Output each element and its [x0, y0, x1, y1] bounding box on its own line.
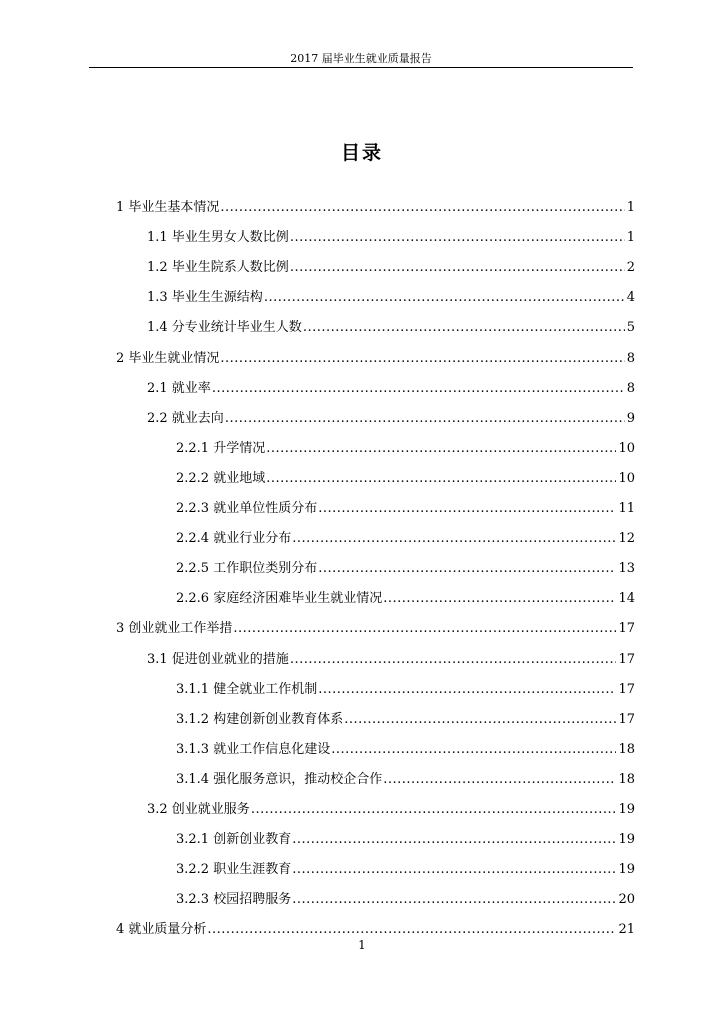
toc-entry[interactable]: [147, 258, 635, 278]
toc-entry-page-number: 17: [618, 712, 635, 727]
toc-leader-dots: [331, 740, 616, 760]
toc-entry-page-number: 2: [626, 260, 635, 275]
toc-entry-page-number: 1: [626, 230, 635, 245]
toc-entry[interactable]: [176, 469, 635, 489]
header-rule: [89, 67, 633, 68]
toc-leader-dots: [290, 650, 617, 670]
toc-entry[interactable]: [176, 529, 635, 549]
toc-entry[interactable]: [147, 650, 635, 670]
toc-leader-dots: [290, 258, 625, 278]
toc-entry-title: 2.2.4 就业行业分布: [176, 531, 292, 546]
toc-entry-page-number: 19: [618, 802, 635, 817]
toc-entry-title: 3.1.4 强化服务意识，推动校企合作: [176, 772, 383, 787]
toc-leader-dots: [383, 589, 616, 609]
page-number: 1: [358, 938, 366, 952]
toc-entry-page-number: 1: [626, 200, 635, 215]
toc-entry[interactable]: [176, 439, 635, 459]
toc-entry-title: 3.1 促进创业就业的措施: [147, 652, 289, 667]
toc-entry-page-number: 20: [618, 892, 635, 907]
toc-entry-page-number: 13: [618, 561, 635, 576]
toc-entry[interactable]: [176, 770, 635, 790]
toc-entry-title: 1.4 分专业统计毕业生人数: [147, 320, 302, 335]
toc-title: 目录: [340, 142, 383, 164]
toc-entry-title: 2.1 就业率: [147, 381, 211, 396]
toc-entry-title: 2 毕业生就业情况: [116, 351, 220, 366]
toc-entry-title: 1.3 毕业生生源结构: [147, 290, 263, 305]
toc-entry-page-number: 4: [626, 290, 635, 305]
toc-entry-page-number: 21: [618, 922, 635, 937]
toc-entry-page-number: 5: [626, 320, 635, 335]
toc-entry[interactable]: [147, 409, 635, 429]
toc-entry-title: 1.2 毕业生院系人数比例: [147, 260, 289, 275]
toc-entry-page-number: 14: [618, 591, 635, 606]
toc-entry-title: 2.2 就业去向: [147, 411, 224, 426]
toc-entry[interactable]: [116, 349, 635, 369]
toc-entry-page-number: 11: [618, 501, 635, 516]
toc-leader-dots: [266, 439, 616, 459]
toc-entry-title: 3.1.3 就业工作信息化建设: [176, 742, 331, 757]
toc-leader-dots: [225, 409, 625, 429]
toc-entry-page-number: 17: [618, 621, 635, 636]
toc-leader-dots: [292, 529, 616, 549]
toc-leader-dots: [292, 860, 616, 880]
toc-leader-dots: [383, 770, 616, 790]
toc-entry[interactable]: [176, 589, 635, 609]
toc-entry[interactable]: [116, 920, 635, 940]
toc-entry-title: 3.2.3 校园招聘服务: [176, 892, 292, 907]
toc-entry-page-number: 18: [618, 742, 635, 757]
toc-entry-page-number: 18: [618, 772, 635, 787]
toc-entry[interactable]: [176, 890, 635, 910]
toc-leader-dots: [318, 680, 616, 700]
toc-leader-dots: [220, 349, 624, 369]
toc-entry[interactable]: [176, 710, 635, 730]
toc-entry[interactable]: [147, 228, 635, 248]
toc-leader-dots: [290, 228, 625, 248]
toc-entry-title: 3.2.2 职业生涯教育: [176, 862, 292, 877]
toc-entry-title: 3.2 创业就业服务: [147, 802, 250, 817]
toc-entry-title: 1.1 毕业生男女人数比例: [147, 230, 289, 245]
toc-entry-page-number: 19: [618, 832, 635, 847]
toc-entry[interactable]: [176, 680, 635, 700]
toc-entry-page-number: 12: [618, 531, 635, 546]
toc-entry[interactable]: [147, 379, 635, 399]
toc-entry-page-number: 17: [618, 682, 635, 697]
toc-entry-title: 2.2.1 升学情况: [176, 441, 266, 456]
toc-leader-dots: [303, 318, 625, 338]
toc-entry-title: 2.2.2 就业地域: [176, 471, 266, 486]
toc-entry-title: 3.1.2 构建创新创业教育体系: [176, 712, 344, 727]
toc-entry-page-number: 8: [626, 381, 635, 396]
toc-entry-title: 3.2.1 创新创业教育: [176, 832, 292, 847]
toc-leader-dots: [233, 619, 616, 639]
toc-leader-dots: [344, 710, 616, 730]
toc-entry-title: 4 就业质量分析: [116, 922, 207, 937]
toc-leader-dots: [264, 288, 625, 308]
toc-entry-page-number: 10: [618, 471, 635, 486]
toc-entry[interactable]: [116, 198, 635, 218]
toc-leader-dots: [212, 379, 625, 399]
toc-leader-dots: [318, 499, 616, 519]
toc-entry-title: 3 创业就业工作举措: [116, 621, 233, 636]
toc-leader-dots: [266, 469, 616, 489]
toc-entry-title: 2.2.6 家庭经济困难毕业生就业情况: [176, 591, 383, 606]
toc-entry-title: 1 毕业生基本情况: [116, 200, 220, 215]
toc-leader-dots: [251, 800, 617, 820]
toc-entry-title: 2.2.3 就业单位性质分布: [176, 501, 318, 516]
toc-entry-title: 2.2.5 工作职位类别分布: [176, 561, 318, 576]
toc-entry[interactable]: [176, 860, 635, 880]
toc-entry-page-number: 8: [626, 351, 635, 366]
toc-leader-dots: [318, 559, 616, 579]
toc-entry[interactable]: [147, 318, 635, 338]
running-header: 2017 届毕业生就业质量报告: [290, 52, 432, 65]
toc-entry-page-number: 10: [618, 441, 635, 456]
toc-entry[interactable]: [176, 740, 635, 760]
toc-entry-title: 3.1.1 健全就业工作机制: [176, 682, 318, 697]
toc-leader-dots: [207, 920, 616, 940]
toc-entry-page-number: 9: [626, 411, 635, 426]
toc-entry[interactable]: [116, 619, 635, 639]
toc-entry[interactable]: [147, 800, 635, 820]
toc-entry[interactable]: [176, 559, 635, 579]
toc-entry-page-number: 17: [618, 652, 635, 667]
toc-entry[interactable]: [176, 499, 635, 519]
toc-entry[interactable]: [176, 830, 635, 850]
toc-entry-page-number: 19: [618, 862, 635, 877]
toc-leader-dots: [220, 198, 624, 218]
toc-entry[interactable]: [147, 288, 635, 308]
toc-leader-dots: [292, 890, 616, 910]
toc-leader-dots: [292, 830, 616, 850]
